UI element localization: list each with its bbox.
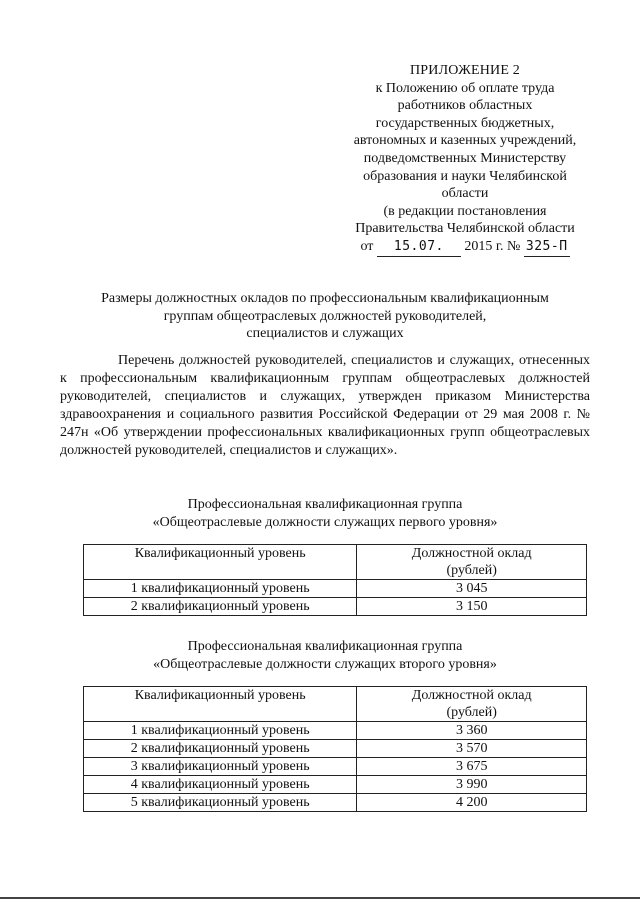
appendix-line: подведомственных Министерству [363, 150, 567, 166]
group-caption-line: «Общеотраслевые должности служащих второго уровня» [153, 657, 497, 672]
appendix-line: к Положению об оплате труда [375, 80, 555, 96]
group-caption-line: Профессиональная квалификационная группа [187, 639, 463, 654]
appendix-line: Правительства Челябинской области [355, 221, 575, 237]
table-header-row [84, 687, 587, 722]
heading-line: Размеры должностных окладов по профессиональным квалификационным [101, 291, 549, 306]
salary-cell: 3 990 [357, 776, 587, 794]
salary-header-line: Должностной оклад [411, 546, 532, 561]
level-cell: 2 квалификационный уровень [84, 598, 357, 616]
level-cell: 3 квалификационный уровень [84, 758, 357, 776]
salary-cell: 3 570 [357, 740, 587, 758]
date-prefix: от [360, 238, 374, 254]
year-number-label: 2015 г. № [464, 238, 521, 254]
salary-cell: 3 045 [357, 580, 587, 598]
number-value: 325-П [525, 238, 568, 254]
level-cell: 1 квалификационный уровень [84, 580, 357, 598]
salary-header-line: (рублей) [446, 705, 497, 720]
table-row [84, 794, 587, 812]
group-caption-line: Профессиональная квалификационная группа [187, 497, 463, 512]
appendix-block [330, 62, 600, 257]
group-2-caption [60, 638, 590, 674]
salary-cell: 4 200 [357, 794, 587, 812]
table-row [84, 722, 587, 740]
date-value: 15.07. [393, 238, 444, 254]
salary-cell: 3 360 [357, 722, 587, 740]
column-header-salary [357, 545, 587, 580]
number-field [524, 238, 570, 257]
column-header-salary [357, 687, 587, 722]
document-heading [60, 290, 590, 343]
appendix-date-line [330, 238, 600, 257]
column-header-level: Квалификационный уровень [84, 545, 357, 580]
appendix-line: (в редакции постановления [383, 203, 547, 219]
table-row [84, 776, 587, 794]
group-1-caption [60, 496, 590, 532]
group-caption-line: «Общеотраслевые должности служащих первого уровня» [152, 515, 498, 530]
table-row [84, 580, 587, 598]
salary-header-line: Должностной оклад [411, 688, 532, 703]
heading-line: группам общеотраслевых должностей руководителей, [163, 308, 487, 324]
salary-cell: 3 675 [357, 758, 587, 776]
table-row [84, 740, 587, 758]
scan-bottom-edge [0, 897, 640, 899]
heading-line: специалистов и служащих [246, 326, 404, 341]
level-cell: 1 квалификационный уровень [84, 722, 357, 740]
salary-cell: 3 150 [357, 598, 587, 616]
date-field [377, 238, 461, 257]
salary-table-group-2 [83, 686, 587, 812]
appendix-title: ПРИЛОЖЕНИЕ 2 [409, 63, 521, 78]
level-cell: 2 квалификационный уровень [84, 740, 357, 758]
level-cell: 4 квалификационный уровень [84, 776, 357, 794]
appendix-line: автономных и казенных учреждений, [353, 133, 577, 149]
column-header-level: Квалификационный уровень [84, 687, 357, 722]
table-row [84, 758, 587, 776]
intro-paragraph: Перечень должностей руководителей, специалистов и служащих, отнесенных к профессиональным квалификационным группам общеотраслевых должностей руководителей, специалистов и служащих, утвержден приказом Министерства здравоохранения и социального развития Российской Федерации от 29 мая 2008 г. № 247н «Об утверждении профессиональных квалификационных групп общеотраслевых должностей руководителей, специалистов и служащих». [60, 353, 590, 458]
level-cell: 5 квалификационный уровень [84, 794, 357, 812]
table-header-row [84, 545, 587, 580]
appendix-line: области [441, 186, 489, 202]
salary-header-line: (рублей) [446, 563, 497, 578]
appendix-line: государственных бюджетных, [375, 115, 555, 131]
salary-table-group-1 [83, 544, 587, 616]
appendix-line: образования и науки Челябинской [363, 168, 567, 184]
appendix-line: работников областных [397, 98, 533, 114]
table-row [84, 598, 587, 616]
